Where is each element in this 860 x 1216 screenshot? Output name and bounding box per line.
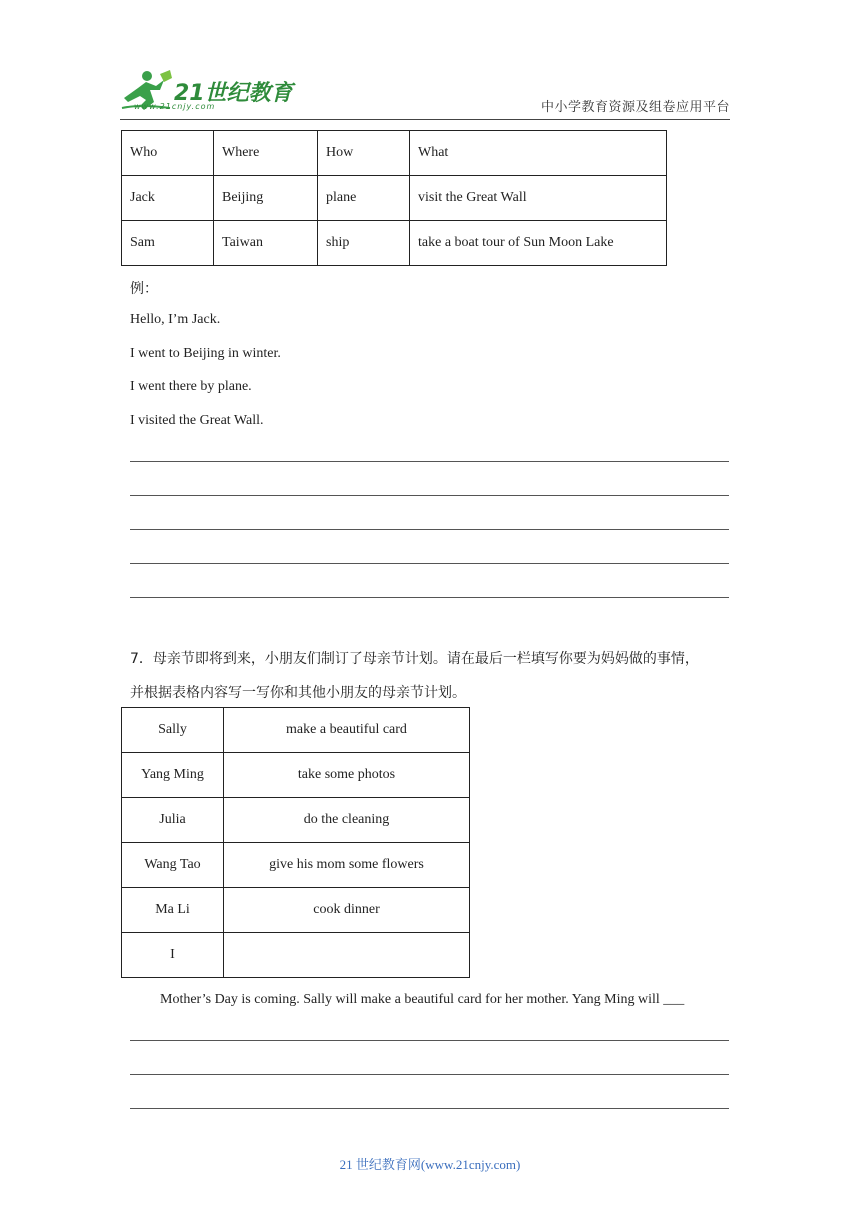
footer-text: 21 世纪教育网(www.21cnjy.com) <box>339 1157 521 1172</box>
table-cell: Who <box>122 131 214 176</box>
table-cell: How <box>318 131 410 176</box>
answer-line[interactable] <box>130 1040 729 1041</box>
table-row <box>122 176 667 221</box>
header-divider <box>120 119 730 120</box>
table-cell: What <box>410 131 667 176</box>
table-cell: visit the Great Wall <box>410 176 667 221</box>
table-cell: take some photos <box>224 753 470 798</box>
logo <box>120 68 293 116</box>
answer-line[interactable] <box>130 597 729 598</box>
table-cell: Where <box>214 131 318 176</box>
logo-main-text: 21世纪教育 <box>174 81 293 106</box>
answer-line[interactable] <box>130 1108 729 1109</box>
table-cell: Beijing <box>214 176 318 221</box>
table-cell: Taiwan <box>214 221 318 266</box>
table-cell: Wang Tao <box>122 843 224 888</box>
table-cell: Sally <box>122 708 224 753</box>
answer-line[interactable] <box>130 495 729 496</box>
answer-line[interactable] <box>130 563 729 564</box>
example-line: I went there by plane. <box>130 379 252 394</box>
answer-line[interactable] <box>130 529 729 530</box>
table-cell: do the cleaning <box>224 798 470 843</box>
logo-sub-text: www.21cnjy.com <box>134 102 216 111</box>
example-label: 例： <box>130 281 158 297</box>
table-cell: Julia <box>122 798 224 843</box>
table-row <box>122 753 470 798</box>
table-row <box>122 798 470 843</box>
question-7-text: 7．母亲节即将到来，小朋友们制订了母亲节计划。请在最后一栏填写你要为妈妈做的事情， <box>130 651 699 667</box>
example-line: Hello, I’m Jack. <box>130 312 221 327</box>
table-cell: Sam <box>122 221 214 266</box>
example-line: I went to Beijing in winter. <box>130 346 281 361</box>
table-row <box>122 933 470 978</box>
table-cell: make a beautiful card <box>224 708 470 753</box>
table-row <box>122 888 470 933</box>
table-cell: take a boat tour of Sun Moon Lake <box>410 221 667 266</box>
mothers-day-table <box>121 707 470 978</box>
example-line: I visited the Great Wall. <box>130 413 264 428</box>
table-cell: I <box>122 933 224 978</box>
table-row <box>122 221 667 266</box>
answer-line[interactable] <box>130 1074 729 1075</box>
table-row <box>122 843 470 888</box>
blank-answer-cell[interactable] <box>224 933 470 978</box>
table-cell: Yang Ming <box>122 753 224 798</box>
table-cell: ship <box>318 221 410 266</box>
platform-label: 中小学教育资源及组卷应用平台 <box>540 100 730 115</box>
table-cell: cook dinner <box>224 888 470 933</box>
table-cell: give his mom some flowers <box>224 843 470 888</box>
question-7-text-cont: 并根据表格内容写一写你和其他小朋友的母亲节计划。 <box>130 685 466 701</box>
travel-table <box>121 130 667 266</box>
table-row <box>122 708 470 753</box>
table-cell: plane <box>318 176 410 221</box>
answer-line[interactable] <box>130 461 729 462</box>
table-cell: Ma Li <box>122 888 224 933</box>
table-row <box>122 131 667 176</box>
table-cell: Jack <box>122 176 214 221</box>
essay-start: Mother’s Day is coming. Sally will make a beautiful card for her mother. Yang Ming will ___ <box>160 992 685 1007</box>
